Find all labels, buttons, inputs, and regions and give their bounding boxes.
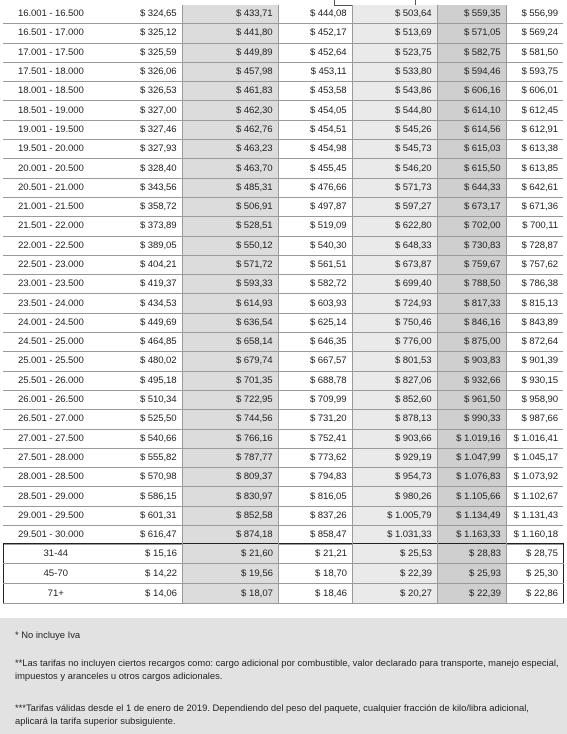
rate-cell: $ 28,75 [507, 544, 564, 564]
table-row [3, 82, 563, 101]
rate-cell: $ 561,51 [278, 255, 352, 274]
rate-cell: $ 25,93 [438, 564, 507, 584]
rate-cell: $ 615,50 [437, 159, 506, 178]
weight-range-cell: 31-44 [4, 544, 108, 564]
rate-cell: $ 328,40 [107, 159, 182, 178]
rate-cell: $ 495,18 [107, 371, 182, 390]
rate-cell: $ 480,02 [107, 352, 182, 371]
rate-cell: $ 404,21 [107, 255, 182, 274]
table-row [4, 584, 564, 604]
weight-range-cell: 24.501 - 25.000 [3, 333, 107, 352]
rate-cell: $ 750,46 [352, 313, 437, 332]
rate-cell: $ 453,58 [278, 82, 352, 101]
rate-cell: $ 1.031,33 [352, 526, 437, 545]
rate-cell: $ 20,27 [353, 584, 438, 604]
rate-cell: $ 464,85 [107, 333, 182, 352]
table-row [3, 506, 563, 525]
weight-range-cell: 23.501 - 24.000 [3, 294, 107, 313]
weight-range-cell: 25.501 - 26.000 [3, 371, 107, 390]
rate-cell: $ 571,72 [182, 255, 278, 274]
rate-cell: $ 453,11 [278, 62, 352, 81]
rate-cell: $ 455,45 [278, 159, 352, 178]
weight-range-cell: 22.501 - 23.000 [3, 255, 107, 274]
rate-cell: $ 1.102,67 [506, 487, 563, 506]
rate-cell: $ 730,83 [437, 236, 506, 255]
rate-cell: $ 324,65 [107, 5, 182, 24]
rate-cell: $ 1.073,92 [506, 468, 563, 487]
rate-cell: $ 830,97 [182, 487, 278, 506]
rate-cell: $ 752,41 [278, 429, 352, 448]
rate-cell: $ 722,95 [182, 390, 278, 409]
table-row [3, 236, 563, 255]
weight-range-cell: 20.501 - 21.000 [3, 178, 107, 197]
rate-cell: $ 581,50 [506, 43, 563, 62]
rate-cell: $ 497,87 [278, 197, 352, 216]
weight-range-cell: 27.001 - 27.500 [3, 429, 107, 448]
rate-cell: $ 671,36 [506, 197, 563, 216]
footnotes-panel [0, 618, 567, 734]
rate-cell: $ 462,76 [182, 120, 278, 139]
rate-cell: $ 28,83 [438, 544, 507, 564]
rate-cell: $ 1.163,33 [437, 526, 506, 545]
rate-cell: $ 699,40 [352, 275, 437, 294]
rate-cell: $ 559,35 [437, 5, 506, 24]
rate-cell: $ 18,70 [279, 564, 353, 584]
rate-cell: $ 658,14 [182, 333, 278, 352]
table-row [3, 526, 563, 545]
table-row [3, 468, 563, 487]
rate-cell: $ 1.105,66 [437, 487, 506, 506]
rate-cell: $ 702,00 [437, 217, 506, 236]
weight-range-cell: 26.501 - 27.000 [3, 410, 107, 429]
rate-cell: $ 22,39 [438, 584, 507, 604]
rate-cell: $ 503,64 [352, 5, 437, 24]
rate-cell: $ 648,33 [352, 236, 437, 255]
rate-cell: $ 1.005,79 [352, 506, 437, 525]
rate-cell: $ 593,33 [182, 275, 278, 294]
rate-cell: $ 903,83 [437, 352, 506, 371]
rate-cell: $ 667,57 [278, 352, 352, 371]
weight-range-cell: 19.501 - 20.000 [3, 140, 107, 159]
footnote-validity: ***Tarifas válidas desde el 1 de enero de 2019. Dependiendo del peso del paquete, cualquier fracción de kilo/libra adicional, aplicará la tarifa superior subsiguiente. [15, 702, 529, 726]
rate-cell: $ 506,91 [182, 197, 278, 216]
rate-cell: $ 543,86 [352, 82, 437, 101]
rate-cell: $ 954,73 [352, 468, 437, 487]
rate-cell: $ 1.047,99 [437, 448, 506, 467]
table-row [3, 62, 563, 81]
rate-cell: $ 434,53 [107, 294, 182, 313]
rate-cell: $ 556,99 [506, 5, 563, 24]
rate-cell: $ 533,80 [352, 62, 437, 81]
rate-cell: $ 555,82 [107, 448, 182, 467]
rate-cell: $ 327,00 [107, 101, 182, 120]
rate-cell: $ 462,30 [182, 101, 278, 120]
rate-cell: $ 510,34 [107, 390, 182, 409]
weight-range-cell: 16.501 - 17.000 [3, 24, 107, 43]
rate-cell: $ 485,31 [182, 178, 278, 197]
rate-cell: $ 569,24 [506, 24, 563, 43]
rate-cell: $ 878,13 [352, 410, 437, 429]
rate-cell: $ 513,69 [352, 24, 437, 43]
rate-cell: $ 688,78 [278, 371, 352, 390]
table-row [3, 178, 563, 197]
rate-cell: $ 550,12 [182, 236, 278, 255]
weight-rate-table-body [3, 5, 563, 545]
weight-range-cell: 22.001 - 22.500 [3, 236, 107, 255]
rate-cell: $ 827,06 [352, 371, 437, 390]
table-row [3, 429, 563, 448]
rate-cell: $ 606,01 [506, 82, 563, 101]
rate-cell: $ 809,37 [182, 468, 278, 487]
weight-range-cell: 16.001 - 16.500 [3, 5, 107, 24]
table-row [3, 101, 563, 120]
weight-range-cell: 18.501 - 19.000 [3, 101, 107, 120]
table-row [4, 564, 564, 584]
rate-cell: $ 22,39 [353, 564, 438, 584]
rate-cell: $ 461,83 [182, 82, 278, 101]
rate-cell: $ 843,89 [506, 313, 563, 332]
rate-cell: $ 614,93 [182, 294, 278, 313]
rate-cell: $ 874,18 [182, 526, 278, 545]
rate-cell: $ 614,56 [437, 120, 506, 139]
rate-cell: $ 612,45 [506, 101, 563, 120]
weight-range-cell: 27.501 - 28.000 [3, 448, 107, 467]
rate-cell: $ 326,06 [107, 62, 182, 81]
rate-cell: $ 358,72 [107, 197, 182, 216]
rate-cell: $ 519,09 [278, 217, 352, 236]
rate-cell: $ 642,61 [506, 178, 563, 197]
rate-cell: $ 1.131,43 [506, 506, 563, 525]
rate-cell: $ 679,74 [182, 352, 278, 371]
rate-cell: $ 852,58 [182, 506, 278, 525]
rate-cell: $ 597,27 [352, 197, 437, 216]
rate-cell: $ 540,30 [278, 236, 352, 255]
weight-range-cell: 26.001 - 26.500 [3, 390, 107, 409]
rate-cell: $ 582,75 [437, 43, 506, 62]
table-row [3, 371, 563, 390]
rate-cell: $ 25,30 [507, 564, 564, 584]
rate-cell: $ 452,17 [278, 24, 352, 43]
rate-cell: $ 613,85 [506, 159, 563, 178]
rate-cell: $ 433,71 [182, 5, 278, 24]
rate-cell: $ 616,47 [107, 526, 182, 545]
rate-cell: $ 454,51 [278, 120, 352, 139]
rate-cell: $ 701,35 [182, 371, 278, 390]
rate-cell: $ 673,87 [352, 255, 437, 274]
rate-cell: $ 594,46 [437, 62, 506, 81]
rate-cell: $ 14,06 [108, 584, 183, 604]
rate-cell: $ 601,31 [107, 506, 182, 525]
rate-cell: $ 646,35 [278, 333, 352, 352]
weight-range-cell: 45-70 [4, 564, 108, 584]
rate-cell: $ 463,70 [182, 159, 278, 178]
rate-cell: $ 872,64 [506, 333, 563, 352]
rate-cell: $ 19,56 [183, 564, 279, 584]
rate-cell: $ 786,38 [506, 275, 563, 294]
rate-cell: $ 788,50 [437, 275, 506, 294]
rate-cell: $ 757,62 [506, 255, 563, 274]
weight-range-cell: 18.001 - 18.500 [3, 82, 107, 101]
table-row [3, 390, 563, 409]
table-row [3, 120, 563, 139]
rate-cell: $ 980,26 [352, 487, 437, 506]
table-row [3, 448, 563, 467]
rate-cell: $ 454,98 [278, 140, 352, 159]
table-row [3, 294, 563, 313]
rate-cell: $ 325,12 [107, 24, 182, 43]
rate-cell: $ 613,38 [506, 140, 563, 159]
rate-cell: $ 454,05 [278, 101, 352, 120]
rate-cell: $ 990,33 [437, 410, 506, 429]
table-row [3, 140, 563, 159]
rate-cell: $ 523,75 [352, 43, 437, 62]
rate-cell: $ 773,62 [278, 448, 352, 467]
rate-cell: $ 787,77 [182, 448, 278, 467]
rate-cell: $ 709,99 [278, 390, 352, 409]
weight-range-cell: 71+ [4, 584, 108, 604]
rate-cell: $ 544,80 [352, 101, 437, 120]
table-row [3, 352, 563, 371]
weight-range-cell: 17.501 - 18.000 [3, 62, 107, 81]
rate-cell: $ 858,47 [278, 526, 352, 545]
rate-cell: $ 759,67 [437, 255, 506, 274]
weight-rate-table [3, 5, 563, 545]
table-row [3, 255, 563, 274]
rate-cell: $ 1.160,18 [506, 526, 563, 545]
rate-cell: $ 25,53 [353, 544, 438, 564]
rate-cell: $ 903,66 [352, 429, 437, 448]
rate-cell: $ 961,50 [437, 390, 506, 409]
rate-cell: $ 852,60 [352, 390, 437, 409]
rate-cell: $ 571,73 [352, 178, 437, 197]
table-row [3, 159, 563, 178]
rate-cell: $ 326,53 [107, 82, 182, 101]
table-row [3, 275, 563, 294]
rate-cell: $ 14,22 [108, 564, 183, 584]
rate-cell: $ 373,89 [107, 217, 182, 236]
rate-cell: $ 571,05 [437, 24, 506, 43]
rate-cell: $ 343,56 [107, 178, 182, 197]
weight-range-cell: 28.001 - 28.500 [3, 468, 107, 487]
rate-cell: $ 389,05 [107, 236, 182, 255]
rate-cell: $ 930,15 [506, 371, 563, 390]
weight-range-cell: 29.501 - 30.000 [3, 526, 107, 545]
rate-cell: $ 766,16 [182, 429, 278, 448]
footnote-iva: * No incluye Iva [15, 629, 81, 640]
table-row [3, 43, 563, 62]
rate-cell: $ 1.016,41 [506, 429, 563, 448]
rate-cell: $ 644,33 [437, 178, 506, 197]
rate-cell: $ 744,56 [182, 410, 278, 429]
rate-cell: $ 15,16 [108, 544, 183, 564]
rate-cell: $ 1.076,83 [437, 468, 506, 487]
rate-cell: $ 606,16 [437, 82, 506, 101]
rate-cell: $ 724,93 [352, 294, 437, 313]
rate-cell: $ 1.019,16 [437, 429, 506, 448]
rate-cell: $ 21,60 [183, 544, 279, 564]
weight-range-cell: 21.501 - 22.000 [3, 217, 107, 236]
rate-cell: $ 932,66 [437, 371, 506, 390]
per-kilo-rate-table [3, 543, 564, 604]
rate-cell: $ 612,91 [506, 120, 563, 139]
rate-cell: $ 929,19 [352, 448, 437, 467]
rate-cell: $ 449,69 [107, 313, 182, 332]
rate-cell: $ 776,00 [352, 333, 437, 352]
rate-cell: $ 837,26 [278, 506, 352, 525]
per-kilo-rate-table-body [4, 544, 564, 604]
weight-range-cell: 24.001 - 24.500 [3, 313, 107, 332]
table-row [3, 217, 563, 236]
rate-cell: $ 614,10 [437, 101, 506, 120]
table-row [3, 313, 563, 332]
rate-cell: $ 570,98 [107, 468, 182, 487]
weight-range-cell: 17.001 - 17.500 [3, 43, 107, 62]
rate-cell: $ 525,50 [107, 410, 182, 429]
table-row [3, 24, 563, 43]
rate-cell: $ 546,20 [352, 159, 437, 178]
rate-cell: $ 441,80 [182, 24, 278, 43]
rate-cell: $ 622,80 [352, 217, 437, 236]
rate-cell: $ 545,26 [352, 120, 437, 139]
rate-cell: $ 586,15 [107, 487, 182, 506]
weight-range-cell: 21.001 - 21.500 [3, 197, 107, 216]
rate-cell: $ 18,46 [279, 584, 353, 604]
weight-range-cell: 20.001 - 20.500 [3, 159, 107, 178]
rate-cell: $ 625,14 [278, 313, 352, 332]
weight-range-cell: 23.001 - 23.500 [3, 275, 107, 294]
rate-cell: $ 452,64 [278, 43, 352, 62]
rate-cell: $ 18,07 [183, 584, 279, 604]
rate-cell: $ 700,11 [506, 217, 563, 236]
rate-cell: $ 419,37 [107, 275, 182, 294]
rate-cell: $ 901,39 [506, 352, 563, 371]
rate-cell: $ 1.045,17 [506, 448, 563, 467]
rate-cell: $ 463,23 [182, 140, 278, 159]
rate-cell: $ 731,20 [278, 410, 352, 429]
rate-cell: $ 673,17 [437, 197, 506, 216]
weight-range-cell: 28.501 - 29.000 [3, 487, 107, 506]
rate-cell: $ 449,89 [182, 43, 278, 62]
rate-cell: $ 958,90 [506, 390, 563, 409]
rate-cell: $ 728,87 [506, 236, 563, 255]
rate-cell: $ 444,08 [278, 5, 352, 24]
weight-range-cell: 19.001 - 19.500 [3, 120, 107, 139]
rate-cell: $ 540,66 [107, 429, 182, 448]
table-row [4, 544, 564, 564]
rate-cell: $ 636,54 [182, 313, 278, 332]
rate-cell: $ 457,98 [182, 62, 278, 81]
rate-cell: $ 817,33 [437, 294, 506, 313]
table-row [3, 333, 563, 352]
rate-cell: $ 593,75 [506, 62, 563, 81]
rate-cell: $ 815,13 [506, 294, 563, 313]
rate-cell: $ 816,05 [278, 487, 352, 506]
weight-range-cell: 29.001 - 29.500 [3, 506, 107, 525]
rate-cell: $ 801,53 [352, 352, 437, 371]
footnote-surcharges: **Las tarifas no incluyen ciertos recargos como: cargo adicional por combustible, valor declarado para transporte, manejo especial, impuestos y aranceles u otros cargos adicionales. [15, 657, 559, 681]
rate-cell: $ 476,66 [278, 178, 352, 197]
rate-cell: $ 603,93 [278, 294, 352, 313]
table-row [3, 410, 563, 429]
rate-cell: $ 327,46 [107, 120, 182, 139]
weight-range-cell: 25.001 - 25.500 [3, 352, 107, 371]
rate-cell: $ 528,51 [182, 217, 278, 236]
rate-cell: $ 545,73 [352, 140, 437, 159]
rate-cell: $ 21,21 [279, 544, 353, 564]
rate-cell: $ 1.134,49 [437, 506, 506, 525]
rate-cell: $ 875,00 [437, 333, 506, 352]
rate-cell: $ 22,86 [507, 584, 564, 604]
rate-cell: $ 794,83 [278, 468, 352, 487]
table-row [3, 487, 563, 506]
rate-cell: $ 615,03 [437, 140, 506, 159]
rate-cell: $ 987,66 [506, 410, 563, 429]
rate-cell: $ 846,16 [437, 313, 506, 332]
rate-cell: $ 325,59 [107, 43, 182, 62]
table-row [3, 5, 563, 24]
table-row [3, 197, 563, 216]
rate-cell: $ 327,93 [107, 140, 182, 159]
rate-cell: $ 582,72 [278, 275, 352, 294]
